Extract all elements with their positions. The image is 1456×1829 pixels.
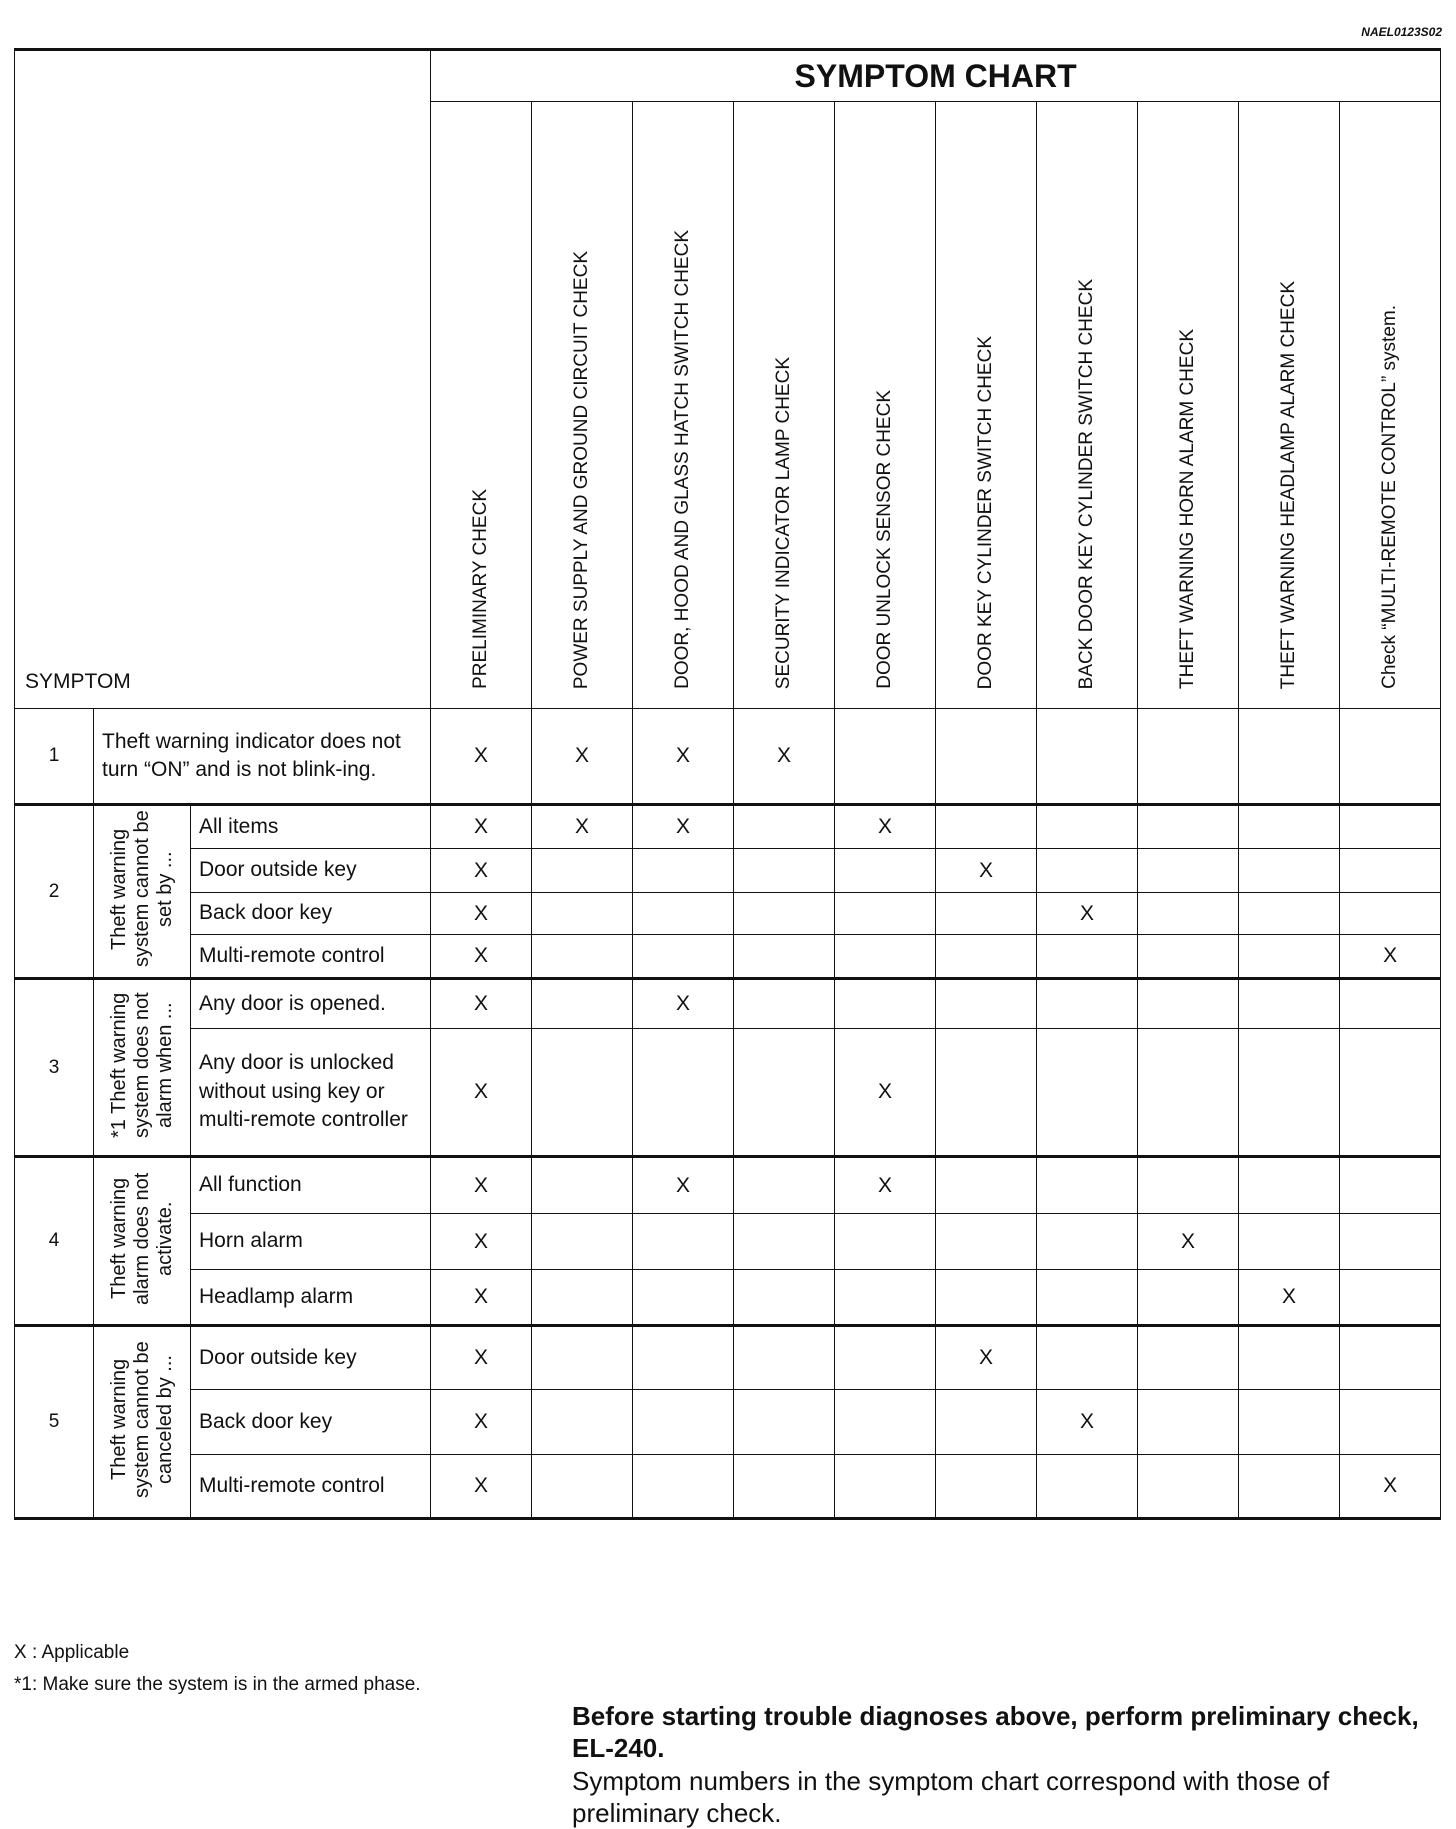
chart-cell <box>1239 1455 1340 1519</box>
chart-cell <box>835 979 936 1029</box>
symptom-header-cell <box>15 50 431 709</box>
chart-cell <box>633 1455 734 1519</box>
chart-cell <box>734 1157 835 1214</box>
chart-cell <box>1239 979 1340 1029</box>
chart-cell <box>936 1455 1037 1519</box>
chart-cell <box>532 979 633 1029</box>
column-header <box>1239 102 1340 709</box>
chart-cell: X <box>633 1157 734 1214</box>
chart-cell: X <box>633 979 734 1029</box>
chart-cell <box>633 1270 734 1326</box>
symptom-item: Horn alarm <box>191 1214 431 1270</box>
chart-cell: X <box>936 1326 1037 1390</box>
chart-cell: X <box>835 805 936 849</box>
chart-cell <box>633 849 734 893</box>
chart-cell <box>1239 893 1340 935</box>
document-code: NAEL0123S02 <box>1361 25 1442 39</box>
chart-cell <box>1138 979 1239 1029</box>
chart-cell: X <box>431 1029 532 1157</box>
chart-cell <box>1138 1157 1239 1214</box>
chart-cell <box>1037 1214 1138 1270</box>
chart-cell <box>1037 1270 1138 1326</box>
chart-cell <box>1340 1270 1441 1326</box>
chart-cell: X <box>633 805 734 849</box>
chart-cell <box>1037 1455 1138 1519</box>
preliminary-check-note: Before starting trouble diagnoses above, perform preliminary check, EL-240. <box>572 1701 1419 1763</box>
column-header-label: DOOR UNLOCK SENSOR CHECK <box>874 390 896 689</box>
chart-cell <box>1239 805 1340 849</box>
chart-cell <box>734 1270 835 1326</box>
chart-cell: X <box>633 709 734 805</box>
symptom-item: All items <box>191 805 431 849</box>
column-header-label: THEFT WARNING HORN ALARM CHECK <box>1177 329 1199 689</box>
column-header <box>532 102 633 709</box>
column-header <box>1037 102 1138 709</box>
chart-cell: X <box>936 849 1037 893</box>
symptom-item: All function <box>191 1157 431 1214</box>
column-header-label: DOOR KEY CYLINDER SWITCH CHECK <box>975 335 997 689</box>
symptom-group <box>94 1326 191 1519</box>
chart-cell <box>734 1029 835 1157</box>
chart-cell <box>633 1029 734 1157</box>
chart-cell <box>1037 849 1138 893</box>
chart-cell <box>1138 1390 1239 1455</box>
chart-cell: X <box>431 1157 532 1214</box>
chart-cell <box>734 893 835 935</box>
column-header-label: PRELIMINARY CHECK <box>470 489 492 689</box>
chart-cell <box>633 1326 734 1390</box>
chart-cell <box>936 1029 1037 1157</box>
chart-cell <box>936 805 1037 849</box>
chart-cell <box>1138 1455 1239 1519</box>
chart-cell <box>1138 1029 1239 1157</box>
chart-cell: X <box>835 1029 936 1157</box>
table-row <box>15 935 1441 979</box>
column-header-label: Check “MULTI-REMOTE CONTROL” system. <box>1379 305 1401 689</box>
symptom-item: Door outside key <box>191 849 431 893</box>
chart-cell: X <box>835 1157 936 1214</box>
chart-cell <box>532 1390 633 1455</box>
chart-cell <box>936 979 1037 1029</box>
chart-cell <box>1138 1326 1239 1390</box>
symptom-group <box>94 1157 191 1326</box>
column-header <box>633 102 734 709</box>
column-header <box>936 102 1037 709</box>
chart-cell <box>1340 979 1441 1029</box>
table-row <box>15 1270 1441 1326</box>
chart-cell: X <box>431 893 532 935</box>
chart-cell <box>936 1270 1037 1326</box>
chart-cell <box>1340 805 1441 849</box>
column-header-label: BACK DOOR KEY CYLINDER SWITCH CHECK <box>1076 278 1098 689</box>
chart-cell: X <box>1239 1270 1340 1326</box>
symptom-number: 3 <box>15 979 94 1157</box>
table-row <box>15 1157 1441 1214</box>
chart-cell <box>1037 1157 1138 1214</box>
chart-cell <box>734 1390 835 1455</box>
chart-cell <box>532 1157 633 1214</box>
chart-cell <box>1138 849 1239 893</box>
chart-cell <box>1239 1157 1340 1214</box>
symptom-chart-table <box>14 48 1441 1520</box>
chart-cell: X <box>431 849 532 893</box>
chart-cell <box>1037 935 1138 979</box>
chart-cell <box>936 1390 1037 1455</box>
chart-cell <box>633 893 734 935</box>
chart-cell <box>532 1270 633 1326</box>
chart-cell <box>1037 979 1138 1029</box>
symptom-group-label: *1 Theft warning system does not alarm when ... <box>107 992 176 1138</box>
chart-cell <box>532 1326 633 1390</box>
table-row <box>15 805 1441 849</box>
chart-cell <box>835 935 936 979</box>
chart-cell <box>835 1214 936 1270</box>
table-row <box>15 979 1441 1029</box>
chart-cell <box>734 935 835 979</box>
column-header-label: SECURITY INDICATOR LAMP CHECK <box>773 356 795 689</box>
table-row <box>15 1326 1441 1390</box>
chart-cell <box>936 935 1037 979</box>
chart-cell <box>936 709 1037 805</box>
chart-cell <box>734 1214 835 1270</box>
table-row <box>15 1029 1441 1157</box>
chart-cell <box>1037 805 1138 849</box>
chart-cell <box>1340 1214 1441 1270</box>
symptom-item: Back door key <box>191 1390 431 1455</box>
symptom-number: 5 <box>15 1326 94 1519</box>
chart-cell <box>1239 1029 1340 1157</box>
chart-cell <box>1037 1326 1138 1390</box>
chart-cell: X <box>431 1326 532 1390</box>
chart-cell: X <box>1138 1214 1239 1270</box>
chart-cell: X <box>734 709 835 805</box>
column-header <box>1138 102 1239 709</box>
column-header-label: DOOR, HOOD AND GLASS HATCH SWITCH CHECK <box>672 230 694 689</box>
symptom-item: Back door key <box>191 893 431 935</box>
chart-cell <box>835 709 936 805</box>
chart-cell <box>532 1029 633 1157</box>
chart-cell <box>1239 1326 1340 1390</box>
chart-cell: X <box>431 1270 532 1326</box>
chart-cell: X <box>431 1214 532 1270</box>
chart-body <box>15 709 1441 1519</box>
legend <box>14 1637 421 1701</box>
chart-cell <box>835 893 936 935</box>
chart-cell <box>936 1214 1037 1270</box>
chart-cell <box>835 1270 936 1326</box>
chart-cell <box>734 849 835 893</box>
chart-cell: X <box>431 1390 532 1455</box>
chart-cell <box>1340 1390 1441 1455</box>
column-header <box>1340 102 1441 709</box>
symptom-description: Theft warning indicator does not turn “ON” and is not blink-ing. <box>94 709 431 805</box>
chart-cell <box>1239 1214 1340 1270</box>
symptom-item: Any door is unlocked without using key or multi-remote controller <box>191 1029 431 1157</box>
symptom-group-label: Theft warning system cannot be set by ... <box>107 810 176 968</box>
symptom-item: Multi-remote control <box>191 1455 431 1519</box>
table-row <box>15 1214 1441 1270</box>
chart-cell <box>734 979 835 1029</box>
chart-cell <box>1340 849 1441 893</box>
chart-cell <box>835 1455 936 1519</box>
chart-cell <box>532 935 633 979</box>
symptom-group <box>94 805 191 979</box>
chart-cell: X <box>431 805 532 849</box>
chart-cell <box>1138 709 1239 805</box>
symptom-item: Multi-remote control <box>191 935 431 979</box>
chart-cell <box>1138 893 1239 935</box>
chart-cell <box>734 1326 835 1390</box>
symptom-item: Headlamp alarm <box>191 1270 431 1326</box>
table-row <box>15 1390 1441 1455</box>
symptom-numbers-note: Symptom numbers in the symptom chart correspond with those of preliminary check. <box>572 1766 1330 1828</box>
chart-cell <box>1340 709 1441 805</box>
chart-cell <box>835 1326 936 1390</box>
chart-cell <box>1340 893 1441 935</box>
chart-cell <box>734 1455 835 1519</box>
chart-cell <box>532 1214 633 1270</box>
symptom-number: 4 <box>15 1157 94 1326</box>
table-row <box>15 849 1441 893</box>
chart-cell: X <box>431 935 532 979</box>
chart-cell: X <box>532 805 633 849</box>
symptom-group-label: Theft warning alarm does not activate. <box>107 1172 176 1305</box>
symptom-item: Any door is opened. <box>191 979 431 1029</box>
chart-cell <box>936 1157 1037 1214</box>
chart-cell <box>1239 709 1340 805</box>
column-header <box>835 102 936 709</box>
symptom-group <box>94 979 191 1157</box>
symptom-group-label: Theft warning system cannot be canceled by ... <box>107 1341 176 1498</box>
chart-cell <box>532 893 633 935</box>
chart-cell <box>835 849 936 893</box>
chart-cell: X <box>1037 1390 1138 1455</box>
chart-cell: X <box>1340 1455 1441 1519</box>
chart-cell <box>532 849 633 893</box>
chart-cell: X <box>1037 893 1138 935</box>
chart-cell <box>1239 935 1340 979</box>
chart-cell <box>633 935 734 979</box>
column-header-label: THEFT WARNING HEADLAMP ALARM CHECK <box>1278 280 1300 689</box>
chart-cell <box>1239 1390 1340 1455</box>
chart-cell <box>1037 709 1138 805</box>
chart-cell: X <box>1340 935 1441 979</box>
column-header-label: POWER SUPPLY AND GROUND CIRCUIT CHECK <box>571 250 593 689</box>
chart-cell <box>633 1390 734 1455</box>
chart-cell <box>1138 935 1239 979</box>
legend-applicable: X : Applicable <box>14 1642 130 1663</box>
table-row <box>15 893 1441 935</box>
chart-cell <box>734 805 835 849</box>
symptom-number: 1 <box>15 709 94 805</box>
chart-cell <box>1340 1029 1441 1157</box>
column-header <box>431 102 532 709</box>
chart-cell <box>532 1455 633 1519</box>
chart-cell <box>1239 849 1340 893</box>
chart-cell <box>1138 805 1239 849</box>
chart-cell: X <box>431 1455 532 1519</box>
table-row <box>15 1455 1441 1519</box>
chart-title: SYMPTOM CHART <box>431 50 1441 102</box>
symptom-item: Door outside key <box>191 1326 431 1390</box>
chart-cell <box>1037 1029 1138 1157</box>
column-header <box>734 102 835 709</box>
table-row <box>15 709 1441 805</box>
chart-cell <box>1340 1326 1441 1390</box>
chart-cell <box>835 1390 936 1455</box>
symptom-label: SYMPTOM <box>25 670 131 693</box>
chart-cell: X <box>431 979 532 1029</box>
chart-cell <box>1138 1270 1239 1326</box>
chart-cell <box>1340 1157 1441 1214</box>
chart-cell <box>633 1214 734 1270</box>
symptom-number: 2 <box>15 805 94 979</box>
legend-note: *1: Make sure the system is in the armed phase. <box>14 1674 421 1695</box>
chart-cell <box>936 893 1037 935</box>
chart-cell: X <box>532 709 633 805</box>
chart-cell: X <box>431 709 532 805</box>
